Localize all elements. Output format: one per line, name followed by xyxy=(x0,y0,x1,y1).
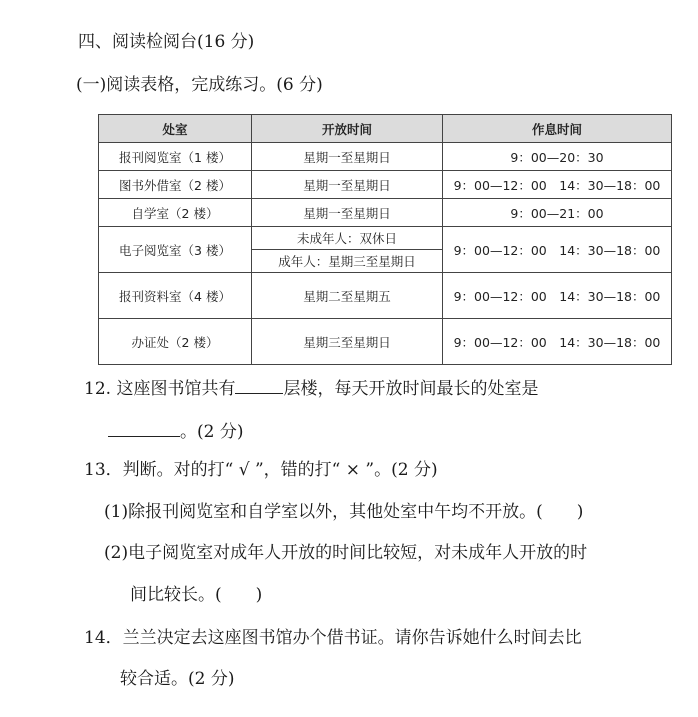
table-row xyxy=(99,171,672,199)
question-13-item-1: (1)除报刊阅览室和自学室以外，其他处室中午均不开放。( ) xyxy=(104,502,584,522)
hours-cell: 9：00—12：00 14：30—18：00 xyxy=(443,273,672,319)
q12-text-a: 12. 这座图书馆共有 xyxy=(84,379,236,399)
open-days-cell: 星期二至星期五 xyxy=(252,273,443,319)
question-14-cont: 较合适。(2 分) xyxy=(120,669,235,689)
table-row xyxy=(99,199,672,227)
room-cell: 电子阅览室（3 楼） xyxy=(99,227,252,273)
hours-cell: 9：00—21：00 xyxy=(443,199,672,227)
open-days-cell: 星期一至星期日 xyxy=(252,143,443,171)
table-row xyxy=(99,319,672,365)
question-13-item-2: (2)电子阅览室对成年人开放的时间比较短，对未成年人开放的时 xyxy=(104,543,588,563)
hours-cell: 9：00—12：00 14：30—18：00 xyxy=(443,227,672,273)
room-cell: 办证处（2 楼） xyxy=(99,319,252,365)
question-13-item-2-cont: 间比较长。( ) xyxy=(130,585,263,605)
q12-text-c: 。(2 分) xyxy=(180,422,244,442)
header-open-days: 开放时间 xyxy=(252,115,443,143)
question-14: 14．兰兰决定去这座图书馆办个借书证。请你告诉她什么时间去比 xyxy=(84,628,582,648)
room-cell: 报刊资料室（4 楼） xyxy=(99,273,252,319)
answer-blank-floors[interactable] xyxy=(235,378,283,394)
hours-cell: 9：00—12：00 14：30—18：00 xyxy=(443,171,672,199)
open-days-minor-cell: 未成年人：双休日 xyxy=(252,227,443,250)
library-schedule-table xyxy=(98,114,672,365)
room-cell: 图书外借室（2 楼） xyxy=(99,171,252,199)
q12-text-b: 层楼，每天开放时间最长的处室是 xyxy=(283,379,539,399)
answer-blank-room[interactable] xyxy=(108,421,180,437)
hours-cell: 9：00—20：30 xyxy=(443,143,672,171)
room-cell: 自学室（2 楼） xyxy=(99,199,252,227)
open-days-cell: 星期一至星期日 xyxy=(252,199,443,227)
open-days-cell: 星期三至星期日 xyxy=(252,319,443,365)
question-12-line2 xyxy=(108,421,243,441)
open-days-adult-cell: 成年人：星期三至星期日 xyxy=(252,250,443,273)
hours-cell: 9：00—12：00 14：30—18：00 xyxy=(443,319,672,365)
table-row xyxy=(99,273,672,319)
question-13-title: 13．判断。对的打“ √ ”，错的打“ × ”。(2 分) xyxy=(84,460,438,480)
table-header-row xyxy=(99,115,672,143)
room-cell: 报刊阅览室（1 楼） xyxy=(99,143,252,171)
section-title: 四、阅读检阅台(16 分) xyxy=(78,32,255,52)
table-row xyxy=(99,143,672,171)
header-hours: 作息时间 xyxy=(443,115,672,143)
question-12-line1 xyxy=(84,378,538,398)
header-room: 处室 xyxy=(99,115,252,143)
table-row xyxy=(99,227,672,250)
open-days-cell: 星期一至星期日 xyxy=(252,171,443,199)
subsection-title: (一)阅读表格，完成练习。(6 分) xyxy=(76,75,323,95)
